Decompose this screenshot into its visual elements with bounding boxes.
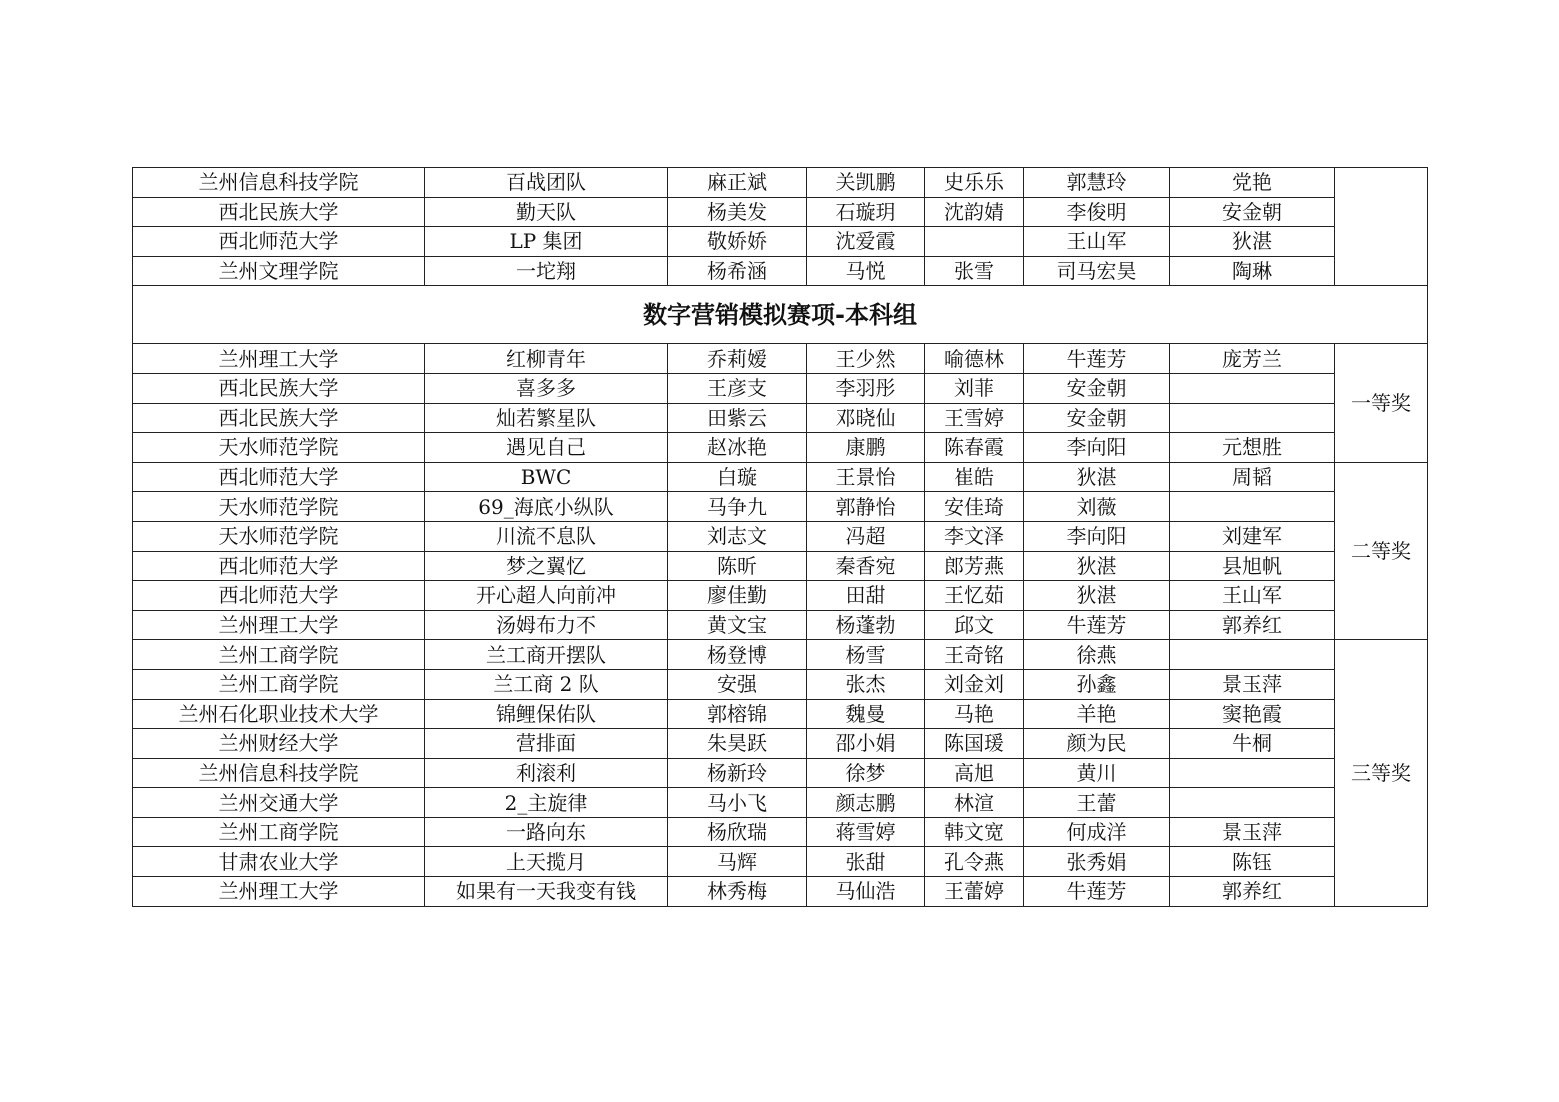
member2-cell: 马悦 <box>807 256 925 286</box>
table-row <box>133 729 1428 759</box>
school-cell: 兰州文理学院 <box>133 256 425 286</box>
member2-cell: 田甜 <box>807 581 925 611</box>
school-cell: 西北师范大学 <box>133 581 425 611</box>
team-cell: 锦鲤保佑队 <box>425 699 668 729</box>
member2-cell: 蒋雪婷 <box>807 817 925 847</box>
member1-cell: 乔莉嫒 <box>668 344 807 374</box>
advisor2-cell: 狄湛 <box>1170 227 1335 257</box>
table-row <box>133 758 1428 788</box>
member1-cell: 白璇 <box>668 462 807 492</box>
table-row <box>133 817 1428 847</box>
table-row <box>133 256 1428 286</box>
member3-cell <box>925 227 1024 257</box>
school-cell: 兰州交通大学 <box>133 788 425 818</box>
school-cell: 兰州石化职业技术大学 <box>133 699 425 729</box>
member3-cell: 马艳 <box>925 699 1024 729</box>
advisor1-cell: 司马宏昊 <box>1024 256 1170 286</box>
school-cell: 西北师范大学 <box>133 227 425 257</box>
member1-cell: 马辉 <box>668 847 807 877</box>
advisor1-cell: 何成洋 <box>1024 817 1170 847</box>
advisor2-cell: 元想胜 <box>1170 433 1335 463</box>
member1-cell: 杨欣瑞 <box>668 817 807 847</box>
advisor1-cell: 李向阳 <box>1024 521 1170 551</box>
advisor2-cell: 陈钰 <box>1170 847 1335 877</box>
school-cell: 兰州理工大学 <box>133 877 425 907</box>
advisor2-cell: 郭养红 <box>1170 610 1335 640</box>
school-cell: 天水师范学院 <box>133 492 425 522</box>
school-cell: 天水师范学院 <box>133 433 425 463</box>
member2-cell: 张甜 <box>807 847 925 877</box>
member1-cell: 赵冰艳 <box>668 433 807 463</box>
member1-cell: 黄文宝 <box>668 610 807 640</box>
advisor1-cell: 徐燕 <box>1024 640 1170 670</box>
advisor2-cell: 窦艳霞 <box>1170 699 1335 729</box>
member1-cell: 马小飞 <box>668 788 807 818</box>
school-cell: 天水师范学院 <box>133 521 425 551</box>
table-row <box>133 373 1428 403</box>
team-cell: 红柳青年 <box>425 344 668 374</box>
team-cell: 69_海底小纵队 <box>425 492 668 522</box>
member3-cell: 王奇铭 <box>925 640 1024 670</box>
member2-cell: 李羽彤 <box>807 373 925 403</box>
school-cell: 兰州信息科技学院 <box>133 758 425 788</box>
member2-cell: 石璇玥 <box>807 197 925 227</box>
advisor1-cell: 孙鑫 <box>1024 669 1170 699</box>
team-cell: 遇见自己 <box>425 433 668 463</box>
member2-cell: 沈爱霞 <box>807 227 925 257</box>
team-cell: 勤天队 <box>425 197 668 227</box>
table-row <box>133 788 1428 818</box>
school-cell: 兰州工商学院 <box>133 640 425 670</box>
table-row <box>133 699 1428 729</box>
member3-cell: 林渲 <box>925 788 1024 818</box>
table-row <box>133 581 1428 611</box>
advisor1-cell: 安金朝 <box>1024 403 1170 433</box>
member2-cell: 王少然 <box>807 344 925 374</box>
member1-cell: 林秀梅 <box>668 877 807 907</box>
school-cell: 西北民族大学 <box>133 403 425 433</box>
advisor2-cell: 周韬 <box>1170 462 1335 492</box>
member3-cell: 张雪 <box>925 256 1024 286</box>
member3-cell: 沈韵婧 <box>925 197 1024 227</box>
advisor1-cell: 牛莲芳 <box>1024 877 1170 907</box>
team-cell: 喜多多 <box>425 373 668 403</box>
member2-cell: 魏曼 <box>807 699 925 729</box>
team-cell: 百战团队 <box>425 168 668 198</box>
member2-cell: 王景怡 <box>807 462 925 492</box>
award-cell-previous <box>1335 168 1428 286</box>
team-cell: 上天揽月 <box>425 847 668 877</box>
advisor2-cell <box>1170 788 1335 818</box>
member2-cell: 张杰 <box>807 669 925 699</box>
advisor2-cell: 景玉萍 <box>1170 669 1335 699</box>
advisor1-cell: 李向阳 <box>1024 433 1170 463</box>
member3-cell: 王雪婷 <box>925 403 1024 433</box>
advisor1-cell: 郭慧玲 <box>1024 168 1170 198</box>
table-row <box>133 462 1428 492</box>
member2-cell: 杨蓬勃 <box>807 610 925 640</box>
advisor1-cell: 黄川 <box>1024 758 1170 788</box>
awards-table-body <box>133 168 1428 907</box>
table-row <box>133 669 1428 699</box>
member1-cell: 马争九 <box>668 492 807 522</box>
advisor1-cell: 狄湛 <box>1024 462 1170 492</box>
member1-cell: 王彦支 <box>668 373 807 403</box>
advisor1-cell: 牛莲芳 <box>1024 344 1170 374</box>
school-cell: 西北民族大学 <box>133 197 425 227</box>
member1-cell: 陈昕 <box>668 551 807 581</box>
team-cell: 2_主旋律 <box>425 788 668 818</box>
award-cell: 三等奖 <box>1335 640 1428 906</box>
school-cell: 西北师范大学 <box>133 551 425 581</box>
team-cell: 开心超人向前冲 <box>425 581 668 611</box>
advisor1-cell: 牛莲芳 <box>1024 610 1170 640</box>
school-cell: 西北民族大学 <box>133 373 425 403</box>
advisor2-cell: 安金朝 <box>1170 197 1335 227</box>
member2-cell: 杨雪 <box>807 640 925 670</box>
advisor2-cell: 王山军 <box>1170 581 1335 611</box>
member1-cell: 杨希涵 <box>668 256 807 286</box>
team-cell: BWC <box>425 462 668 492</box>
table-row <box>133 433 1428 463</box>
award-cell: 二等奖 <box>1335 462 1428 640</box>
member3-cell: 刘菲 <box>925 373 1024 403</box>
table-row <box>133 492 1428 522</box>
team-cell: 兰工商 2 队 <box>425 669 668 699</box>
section-title-row <box>133 286 1428 344</box>
member3-cell: 韩文宽 <box>925 817 1024 847</box>
member3-cell: 高旭 <box>925 758 1024 788</box>
member3-cell: 王忆茹 <box>925 581 1024 611</box>
table-row <box>133 197 1428 227</box>
member3-cell: 刘金刘 <box>925 669 1024 699</box>
school-cell: 兰州信息科技学院 <box>133 168 425 198</box>
school-cell: 兰州工商学院 <box>133 669 425 699</box>
member1-cell: 田紫云 <box>668 403 807 433</box>
awards-table <box>132 167 1428 907</box>
school-cell: 兰州理工大学 <box>133 610 425 640</box>
member3-cell: 王蕾婷 <box>925 877 1024 907</box>
team-cell: 营排面 <box>425 729 668 759</box>
school-cell: 甘肃农业大学 <box>133 847 425 877</box>
member2-cell: 邓晓仙 <box>807 403 925 433</box>
school-cell: 兰州财经大学 <box>133 729 425 759</box>
team-cell: 灿若繁星队 <box>425 403 668 433</box>
advisor1-cell: 狄湛 <box>1024 581 1170 611</box>
advisor1-cell: 刘薇 <box>1024 492 1170 522</box>
table-row <box>133 403 1428 433</box>
member1-cell: 刘志文 <box>668 521 807 551</box>
member1-cell: 廖佳勤 <box>668 581 807 611</box>
table-row <box>133 521 1428 551</box>
advisor1-cell: 羊艳 <box>1024 699 1170 729</box>
member3-cell: 郎芳燕 <box>925 551 1024 581</box>
advisor1-cell: 狄湛 <box>1024 551 1170 581</box>
member1-cell: 杨新玲 <box>668 758 807 788</box>
member1-cell: 麻正斌 <box>668 168 807 198</box>
member3-cell: 孔令燕 <box>925 847 1024 877</box>
advisor2-cell <box>1170 403 1335 433</box>
member2-cell: 颜志鹏 <box>807 788 925 818</box>
table-row <box>133 847 1428 877</box>
member2-cell: 秦香宛 <box>807 551 925 581</box>
school-cell: 西北师范大学 <box>133 462 425 492</box>
member1-cell: 郭榕锦 <box>668 699 807 729</box>
table-row <box>133 344 1428 374</box>
team-cell: 汤姆布力不 <box>425 610 668 640</box>
school-cell: 兰州理工大学 <box>133 344 425 374</box>
member3-cell: 李文泽 <box>925 521 1024 551</box>
advisor2-cell <box>1170 492 1335 522</box>
team-cell: 一路向东 <box>425 817 668 847</box>
advisor1-cell: 李俊明 <box>1024 197 1170 227</box>
advisor2-cell: 党艳 <box>1170 168 1335 198</box>
table-row <box>133 640 1428 670</box>
advisor2-cell <box>1170 640 1335 670</box>
advisor2-cell: 庞芳兰 <box>1170 344 1335 374</box>
member1-cell: 安强 <box>668 669 807 699</box>
school-cell: 兰州工商学院 <box>133 817 425 847</box>
advisor2-cell: 郭养红 <box>1170 877 1335 907</box>
member1-cell: 敬娇娇 <box>668 227 807 257</box>
member3-cell: 史乐乐 <box>925 168 1024 198</box>
member2-cell: 马仙浩 <box>807 877 925 907</box>
team-cell: 如果有一天我变有钱 <box>425 877 668 907</box>
member3-cell: 崔皓 <box>925 462 1024 492</box>
team-cell: 梦之翼忆 <box>425 551 668 581</box>
advisor1-cell: 安金朝 <box>1024 373 1170 403</box>
table-row <box>133 877 1428 907</box>
member2-cell: 徐梦 <box>807 758 925 788</box>
team-cell: 兰工商开摆队 <box>425 640 668 670</box>
advisor1-cell: 王蕾 <box>1024 788 1170 818</box>
member1-cell: 朱昊跃 <box>668 729 807 759</box>
advisor2-cell <box>1170 373 1335 403</box>
table-row <box>133 551 1428 581</box>
advisor1-cell: 颜为民 <box>1024 729 1170 759</box>
advisor2-cell <box>1170 758 1335 788</box>
advisor2-cell: 景玉萍 <box>1170 817 1335 847</box>
member2-cell: 郭静怡 <box>807 492 925 522</box>
table-row <box>133 610 1428 640</box>
advisor2-cell: 刘建军 <box>1170 521 1335 551</box>
member1-cell: 杨美发 <box>668 197 807 227</box>
team-cell: 一坨翔 <box>425 256 668 286</box>
award-cell: 一等奖 <box>1335 344 1428 462</box>
advisor2-cell: 县旭帆 <box>1170 551 1335 581</box>
member2-cell: 康鹏 <box>807 433 925 463</box>
team-cell: 川流不息队 <box>425 521 668 551</box>
member3-cell: 陈春霞 <box>925 433 1024 463</box>
advisor1-cell: 王山军 <box>1024 227 1170 257</box>
advisor1-cell: 张秀娟 <box>1024 847 1170 877</box>
team-cell: LP 集团 <box>425 227 668 257</box>
member2-cell: 邵小娟 <box>807 729 925 759</box>
member1-cell: 杨登博 <box>668 640 807 670</box>
advisor2-cell: 牛桐 <box>1170 729 1335 759</box>
team-cell: 利滚利 <box>425 758 668 788</box>
member3-cell: 邱文 <box>925 610 1024 640</box>
member2-cell: 冯超 <box>807 521 925 551</box>
member3-cell: 喻德林 <box>925 344 1024 374</box>
member2-cell: 关凯鹏 <box>807 168 925 198</box>
member3-cell: 陈国瑗 <box>925 729 1024 759</box>
section-title: 数字营销模拟赛项-本科组 <box>133 286 1428 344</box>
advisor2-cell: 陶琳 <box>1170 256 1335 286</box>
table-row <box>133 168 1428 198</box>
table-row <box>133 227 1428 257</box>
member3-cell: 安佳琦 <box>925 492 1024 522</box>
